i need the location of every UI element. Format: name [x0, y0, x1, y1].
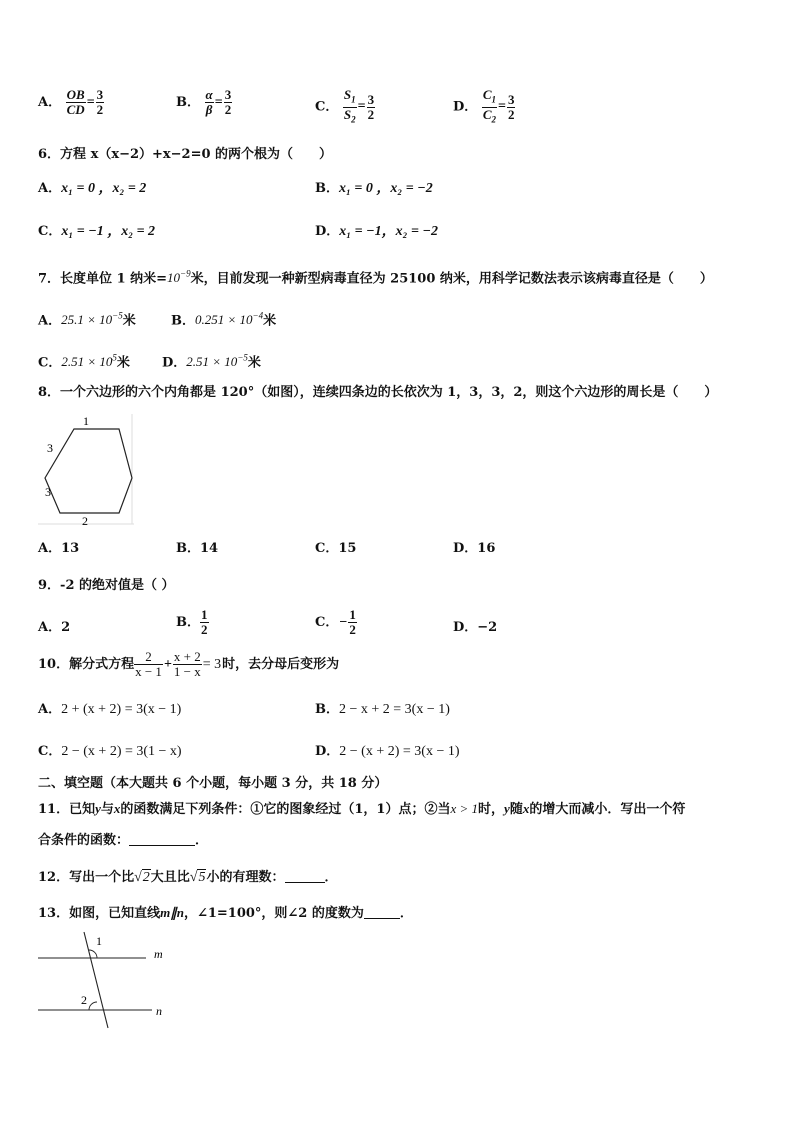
q9-option-c[interactable]: C．− $\frac{1}{2}$: [315, 607, 356, 637]
angle-2-arc: [89, 1002, 97, 1010]
q7-option-a[interactable]: A．$25.1 \times 10^{-5}$米: [38, 311, 136, 329]
q6-stem: 6．方程 x（x−2）+x−2=0 的两个根为（ ）: [38, 147, 333, 162]
q6-option-b[interactable]: B．x₁ = 0 ，x₂ = −2: [315, 181, 433, 196]
q10-option-a[interactable]: A．2 + (x + 2) = 3(x − 1): [38, 702, 182, 717]
section-2-title: 二、填空题（本大题共 6 个小题，每小题 3 分，共 18 分）: [38, 776, 388, 791]
line-n-label: n: [156, 1004, 162, 1018]
q5-option-d[interactable]: D． $\frac{C_1}{C_2}$ = $\frac{3}{2}$: [453, 87, 515, 125]
angle-2-label: 2: [81, 993, 87, 1007]
q6-option-c[interactable]: C．x₁ = −1 ，x₂ = 2: [38, 224, 156, 239]
q12-stem: 12．写出一个比√2大且比√5小的有理数： ．: [38, 870, 338, 885]
q7-stem: 7．长度单位 1 纳米$=10^{-9}$米，目前发现一种新型病毒直径为 25100 纳米，用科学记数法表示该病毒直径是（ ）: [38, 269, 713, 287]
q9-stem: 9．-2 的绝对值是（ ）: [38, 578, 175, 593]
q10-option-d[interactable]: D．2 − (x + 2) = 3(x − 1): [315, 744, 460, 759]
hexagon-label-lower-left: 3: [45, 485, 51, 499]
line-m-label: m: [154, 947, 163, 961]
q10-option-b[interactable]: B．2 − x + 2 = 3(x − 1): [315, 702, 450, 717]
q8-option-d[interactable]: D．16: [453, 541, 496, 556]
q5-option-c[interactable]: C． $\frac{S_1}{S_2}$ = $\frac{3}{2}$: [315, 87, 375, 125]
hexagon-shape: [45, 429, 132, 513]
angle-1-label: 1: [96, 934, 102, 948]
q10-stem: 10．解分式方程 $\frac{2}{x - 1}$ + $\frac{x + 2}{1 - x}$ = 3时，去分母后变形为: [38, 649, 340, 679]
q9-option-a[interactable]: A．2: [38, 620, 71, 635]
q9-option-b[interactable]: B． $\frac{1}{2}$: [176, 607, 208, 637]
q11-line-1: 11．已知y与x的函数满足下列条件：①它的图象经过（1，1）点；②当x > 1时，y随x的增大而减小．写出一个符: [38, 801, 686, 817]
q13-stem: 13．如图，已知直线m∥n，∠1=100°，则∠2 的度数为 ．: [38, 905, 413, 921]
q9-option-d[interactable]: D．−2: [453, 620, 498, 635]
q7-option-b[interactable]: B．$0.251 \times 10^{-4}$米: [171, 311, 277, 329]
q11-line-2: 合条件的函数： ．: [38, 833, 209, 848]
q8-option-a[interactable]: A．13: [38, 541, 80, 556]
q7-option-d[interactable]: D．$2.51 \times 10^{-5}$米: [162, 353, 261, 371]
q8-option-b[interactable]: B．14: [176, 541, 219, 556]
q6-option-d[interactable]: D．x₁ = −1，x₂ = −2: [315, 224, 438, 239]
q13-answer-blank[interactable]: [364, 906, 400, 919]
hexagon-figure: [36, 412, 136, 528]
q8-option-c[interactable]: C．15: [315, 541, 357, 556]
q7-option-c[interactable]: C．$2.51 \times 10^5$米: [38, 353, 130, 371]
parallel-lines-figure: [34, 928, 174, 1030]
q10-option-c[interactable]: C．2 − (x + 2) = 3(1 − x): [38, 744, 182, 759]
hexagon-label-top: 1: [83, 414, 89, 428]
q6-option-a[interactable]: A．x₁ = 0 ，x₂ = 2: [38, 181, 147, 196]
q5-option-a[interactable]: A． $\frac{OB}{CD}$ = $\frac{3}{2}$: [38, 87, 104, 117]
q12-answer-blank[interactable]: [285, 870, 325, 883]
q5-option-b[interactable]: B． $\frac{\alpha}{\beta}$ = $\frac{3}{2}$: [176, 87, 232, 117]
q5-a-fraction: $\frac{OB}{CD}$: [66, 87, 85, 117]
hexagon-label-upper-left: 3: [47, 441, 53, 455]
hexagon-label-bottom: 2: [82, 514, 88, 528]
q8-stem: 8．一个六边形的六个内角都是 120°（如图），连续四条边的长依次为 1，3，3，2，则这个六边形的周长是（ ）: [38, 385, 718, 400]
q11-answer-blank[interactable]: [129, 833, 195, 846]
